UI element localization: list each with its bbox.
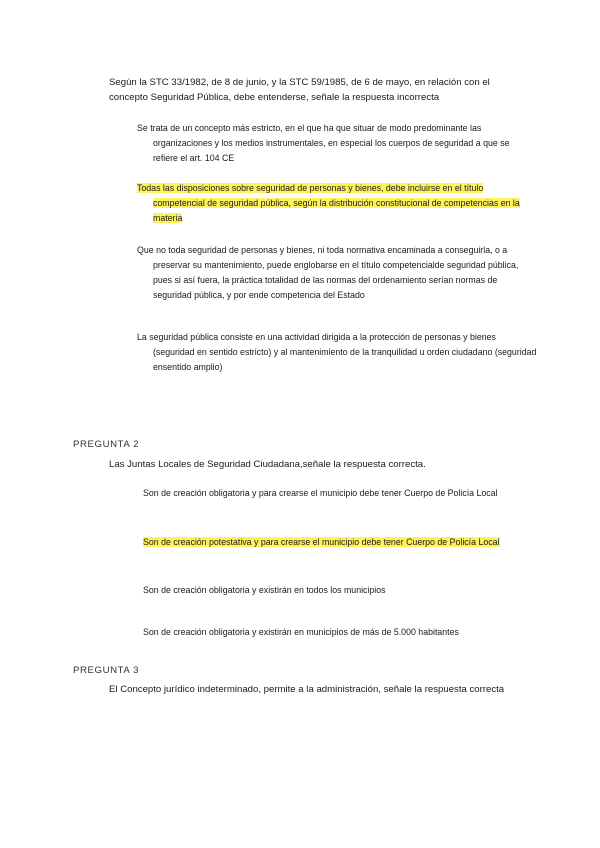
- question-1-stem: Según la STC 33/1982, de 8 de junio, y la STC 59/1985, de 6 de mayo, en relación con el concepto Seguridad Pública, debe entenderse, señale la respuesta incorrecta: [109, 77, 490, 103]
- question-2-option-d[interactable]: [143, 625, 543, 640]
- question-1-option-c[interactable]: [137, 243, 533, 303]
- question-2-heading: PREGUNTA 2: [73, 439, 140, 450]
- option-text: Son de creación obligatoria y para crearse el municipio debe tener Cuerpo de Policía Local: [143, 488, 498, 498]
- option-text: Que no toda seguridad de personas y bienes, ni toda normativa encaminada a conseguirla, o a preservar su mantenimiento, puede englobarse en el título competencialde seguridad pública, pues si así fuera, la práctica totalidad de las normas del ordenamiento serían normas de seguridad pública, y por ende competencia del Estado: [137, 245, 519, 300]
- question-2-option-c[interactable]: [143, 583, 533, 598]
- question-1-option-d[interactable]: [137, 330, 538, 375]
- question-2-option-a[interactable]: [143, 486, 549, 501]
- highlighted-option-text: Todas las disposiciones sobre seguridad de personas y bienes, debe incluirse en el título competencial de seguridad pública, según la distribución constitucional de competencias en la materia: [137, 183, 520, 223]
- option-text: Son de creación obligatoria y existirán en todos los municipios: [143, 585, 386, 595]
- question-3-stem: El Concepto jurídico indeterminado, permite a la administración, señale la respuesta correcta: [109, 684, 505, 695]
- option-text: La seguridad pública consiste en una actividad dirigida a la protección de personas y bienes (seguridad en sentido estricto) y al mantenimiento de la tranquilidad u orden ciudadano (seguridad ensentido amplio): [137, 332, 537, 372]
- question-3-heading: PREGUNTA 3: [73, 665, 140, 676]
- highlighted-option-text: Son de creación potestativa y para crearse el municipio debe tener Cuerpo de Policía Local: [143, 537, 500, 547]
- option-text: Son de creación obligatoria y existirán en municipios de más de 5.000 habitantes: [143, 627, 459, 637]
- question-1-option-a[interactable]: [137, 121, 533, 166]
- question-1-option-b-highlighted[interactable]: [137, 181, 533, 226]
- option-text: Se trata de un concepto más estricto, en el que ha que situar de modo predominante las organizaciones y los medios instrumentales, en especial los cuerpos de seguridad a que se refiere el art. 104 CE: [137, 123, 510, 163]
- question-2-stem: Las Juntas Locales de Seguridad Ciudadana,señale la respuesta correcta.: [109, 459, 426, 470]
- question-2-option-b-highlighted[interactable]: [143, 535, 529, 550]
